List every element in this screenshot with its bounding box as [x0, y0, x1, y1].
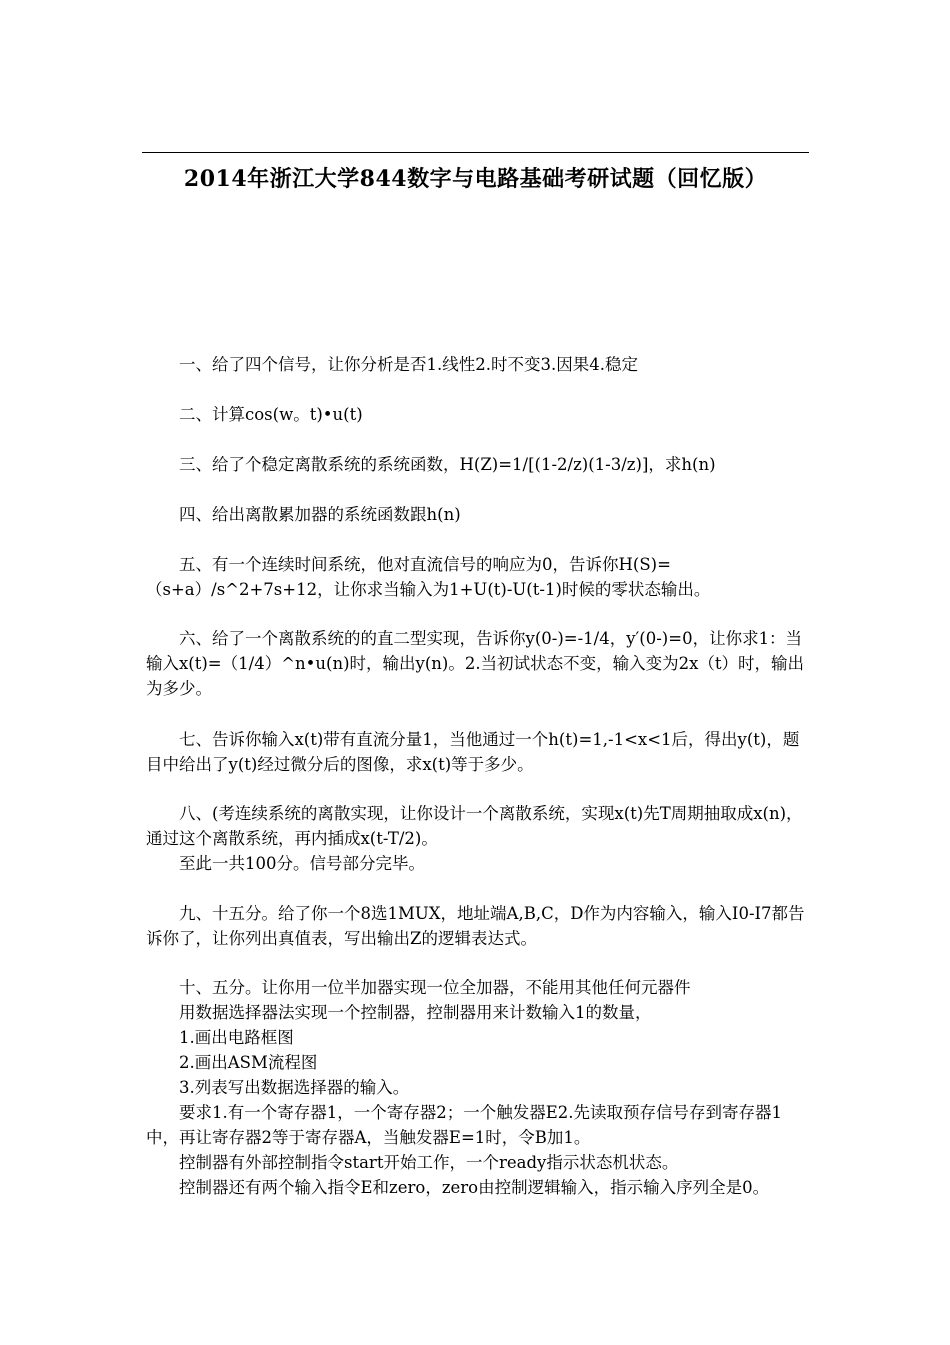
controller-task: 用数据选择器法实现一个控制器，控制器用来计数输入1的数量，	[179, 1003, 652, 1022]
header-rule	[142, 152, 809, 153]
controller-inputs-note: 控制器还有两个输入指令E和zero，zero由控制逻辑输入，指示输入序列全是0。	[179, 1178, 770, 1197]
document-title: 2014年浙江大学844数字与电路基础考研试题（回忆版）	[183, 166, 768, 192]
question-10: 十、五分。让你用一位半加器实现一位全加器，不能用其他任何元器件	[179, 978, 691, 997]
task-step-1: 1.画出电路框图	[179, 1028, 294, 1047]
question-6: 六、给了一个离散系统的的直二型实现，告诉你y(0-)=-1/4，y′(0-)=0，让你求1：当输入x(t)=（1/4）^n•u(n)时，输出y(n)。2.当初试状态不变，输入变为2x（t）时，输出为多少。	[146, 629, 805, 698]
requirements: 要求1.有一个寄存器1，一个寄存器2；一个触发器E2.先读取预存信号存到寄存器1中，再让寄存器2等于寄存器A，当触发器E=1时，令B加1。	[146, 1103, 783, 1147]
question-5: 五、有一个连续时间系统，他对直流信号的响应为0，告诉你H(S)=（s+a）/s^2+7s+12，让你求当输入为1+U(t)-U(t-1)时候的零状态输出。	[146, 555, 711, 599]
controller-start-note: 控制器有外部控制指令start开始工作，一个ready指示状态机状态。	[179, 1153, 679, 1172]
question-3: 三、给了个稳定离散系统的系统函数，H(Z)=1/[(1-2/z)(1-3/z)]，求h(n)	[179, 455, 716, 474]
task-step-2: 2.画出ASM流程图	[179, 1053, 318, 1072]
question-7: 七、告诉你输入x(t)带有直流分量1，当他通过一个h(t)=1,-1<x<1后，得出y(t)，题目中给出了y(t)经过微分后的图像，求x(t)等于多少。	[146, 730, 800, 774]
question-4: 四、给出离散累加器的系统函数跟h(n)	[179, 505, 461, 524]
task-step-3: 3.列表写出数据选择器的输入。	[179, 1078, 410, 1097]
question-2: 二、计算cos(w。t)•u(t)	[179, 405, 363, 424]
question-8: 八、(考连续系统的离散实现，让你设计一个离散系统，实现x(t)先T周期抽取成x(n)，通过这个离散系统，再内插成x(t-T/2)。	[146, 804, 803, 848]
signal-section-note: 至此一共100分。信号部分完毕。	[179, 854, 425, 873]
question-9: 九、十五分。给了你一个8选1MUX，地址端A,B,C，D作为内容输入，输入I0-I7都告诉你了，让你列出真值表，写出输出Z的逻辑表达式。	[146, 904, 805, 948]
question-1: 一、给了四个信号，让你分析是否1.线性2.时不变3.因果4.稳定	[179, 355, 638, 374]
